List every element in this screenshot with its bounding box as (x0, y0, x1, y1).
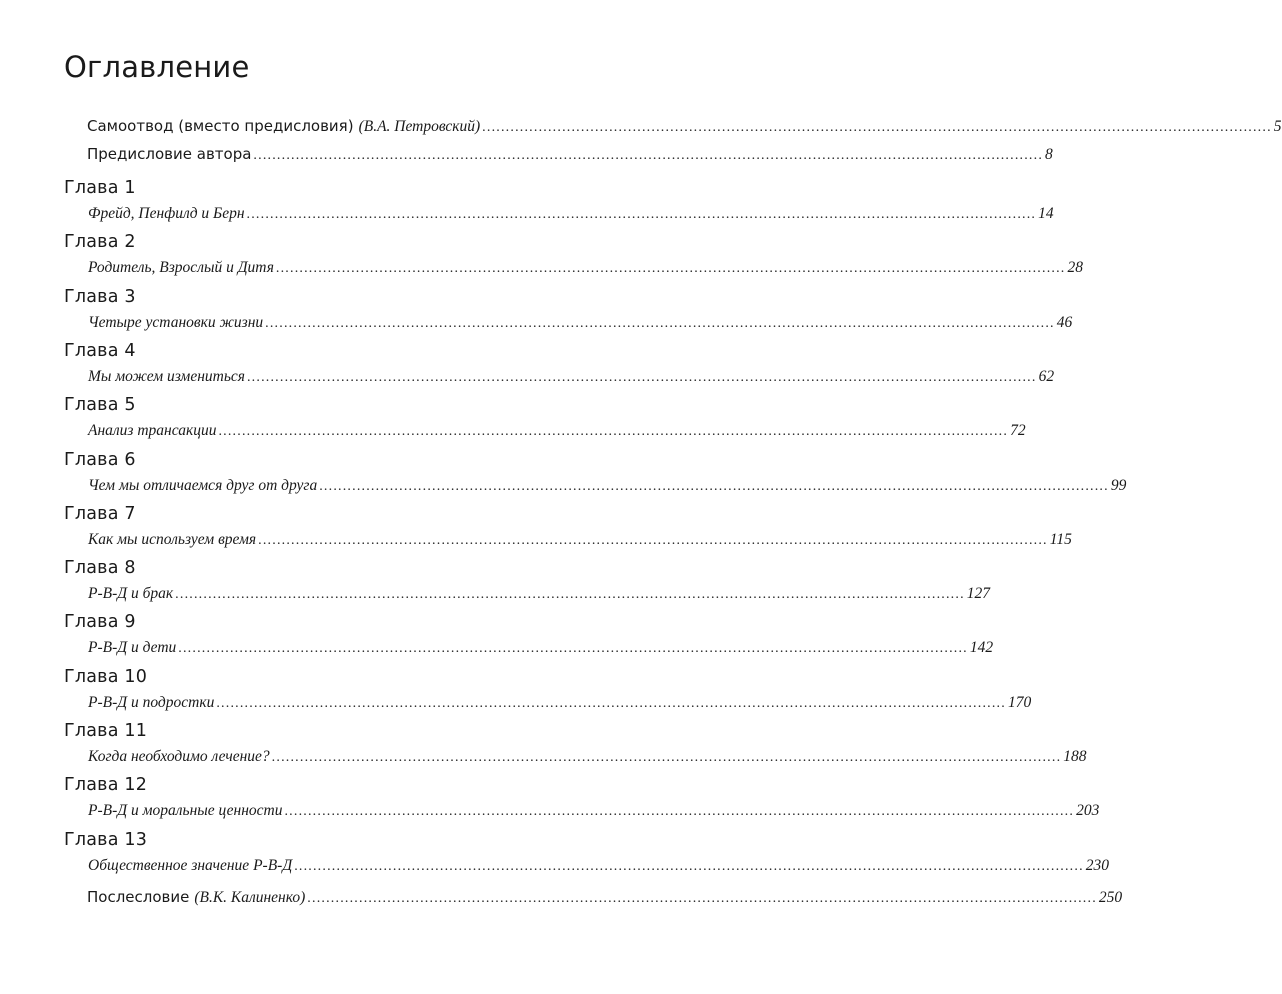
page-number: 203 (1076, 802, 1100, 820)
page-number: 230 (1085, 856, 1110, 874)
entry-title: Мы можем измениться (88, 367, 245, 385)
entry-title: Чем мы отличаемся друг от друга (88, 476, 318, 494)
dot-leader: ........................................................................................................................................................................ (307, 891, 1097, 906)
entry-title: Когда необходимо лечение? (88, 748, 270, 765)
page-number: 28 (1067, 259, 1084, 277)
toc-entry-chapter (88, 639, 994, 657)
page-number: 127 (966, 585, 991, 603)
page-number: 14 (1038, 205, 1054, 222)
toc-entry-chapter (88, 530, 1072, 549)
entry-title: Общественное значение Р-В-Д (88, 856, 293, 874)
chapter-heading: Глава 12 (64, 775, 148, 796)
chapter-heading: Глава 7 (64, 503, 136, 524)
dot-leader: ........................................................................................................................................................................ (275, 261, 1066, 277)
dot-leader: ........................................................................................................................................................................ (218, 424, 1009, 440)
toc-entry-chapter (88, 205, 1054, 223)
dot-leader: ........................................................................................................................................................................ (294, 858, 1084, 874)
dot-leader: ........................................................................................................................................................................ (246, 369, 1037, 385)
entry-title: Р-В-Д и дети (88, 639, 177, 657)
toc-entry-chapter (88, 313, 1073, 332)
page-number: 142 (969, 639, 994, 657)
chapter-heading: Глава 8 (64, 558, 136, 579)
dot-leader: ........................................................................................................................................................................ (482, 120, 1272, 135)
page-number: 99 (1110, 476, 1127, 494)
dot-leader: ........................................................................................................................................................................ (216, 695, 1006, 711)
dot-leader: ........................................................................................................................................................................ (271, 750, 1062, 765)
page-title: Оглавление (64, 50, 250, 84)
chapter-heading: Глава 9 (64, 612, 136, 633)
chapter-heading: Глава 11 (64, 721, 148, 741)
entry-title: Р-В-Д и моральные ценности (88, 802, 283, 820)
page-number: 115 (1049, 530, 1072, 548)
toc-entry-foreword (87, 117, 1282, 136)
chapter-heading: Глава 1 (64, 178, 136, 198)
toc-entry-chapter (88, 802, 1100, 820)
toc-entry-chapter (88, 693, 1032, 712)
chapter-heading: Глава 2 (64, 232, 136, 253)
chapter-heading: Глава 13 (64, 829, 148, 850)
dot-leader: ........................................................................................................................................................................ (265, 315, 1055, 331)
toc-entry-chapter (88, 476, 1127, 495)
toc-entry-chapter (88, 585, 991, 603)
toc-entry-afterword (87, 888, 1123, 907)
chapter-heading: Глава 3 (64, 286, 136, 307)
chapter-heading: Глава 10 (64, 666, 148, 687)
entry-title: Предисловие автора (87, 145, 252, 163)
dot-leader: ........................................................................................................................................................................ (284, 804, 1075, 820)
dot-leader: ........................................................................................................................................................................ (178, 641, 968, 657)
page-number: 72 (1010, 422, 1026, 440)
page-number: 62 (1038, 367, 1055, 385)
entry-author: (В.А. Петровский) (358, 118, 481, 135)
dot-leader: ........................................................................................................................................................................ (258, 532, 1048, 548)
page-number: 46 (1056, 313, 1073, 331)
chapter-heading: Глава 4 (64, 340, 136, 361)
entry-title: Р-В-Д и подростки (88, 693, 215, 711)
chapter-heading: Глава 5 (64, 395, 136, 416)
entry-title: Р-В-Д и брак (88, 585, 174, 603)
dot-leader: ........................................................................................................................................................................ (253, 148, 1044, 163)
toc-entry-chapter (88, 856, 1110, 875)
page-number: 5 (1273, 118, 1282, 135)
entry-title: Четыре установки жизни (88, 313, 264, 331)
page-number: 250 (1098, 889, 1123, 906)
toc-entry-chapter (88, 422, 1026, 440)
page-number: 170 (1007, 693, 1032, 711)
entry-title: Послесловие (87, 888, 190, 906)
page-number: 8 (1045, 146, 1053, 163)
chapter-heading: Глава 6 (64, 449, 136, 470)
dot-leader: ........................................................................................................................................................................ (246, 207, 1037, 222)
entry-title: Анализ трансакции (88, 422, 217, 440)
toc-entry-chapter (88, 748, 1087, 766)
page-number: 188 (1063, 748, 1087, 765)
entry-author: (В.К. Калиненко) (194, 889, 306, 906)
dot-leader: ........................................................................................................................................................................ (175, 587, 965, 603)
entry-title: Фрейд, Пенфилд и Берн (88, 205, 245, 222)
dot-leader: ........................................................................................................................................................................ (319, 478, 1109, 494)
entry-title: Родитель, Взрослый и Дитя (88, 259, 274, 277)
toc-entry-chapter (88, 259, 1084, 277)
toc-entry-author-preface (87, 145, 1053, 164)
entry-title: Самоотвод (вместо предисловия) (87, 117, 354, 135)
entry-title: Как мы используем время (88, 530, 257, 548)
toc-entry-chapter (88, 367, 1055, 386)
